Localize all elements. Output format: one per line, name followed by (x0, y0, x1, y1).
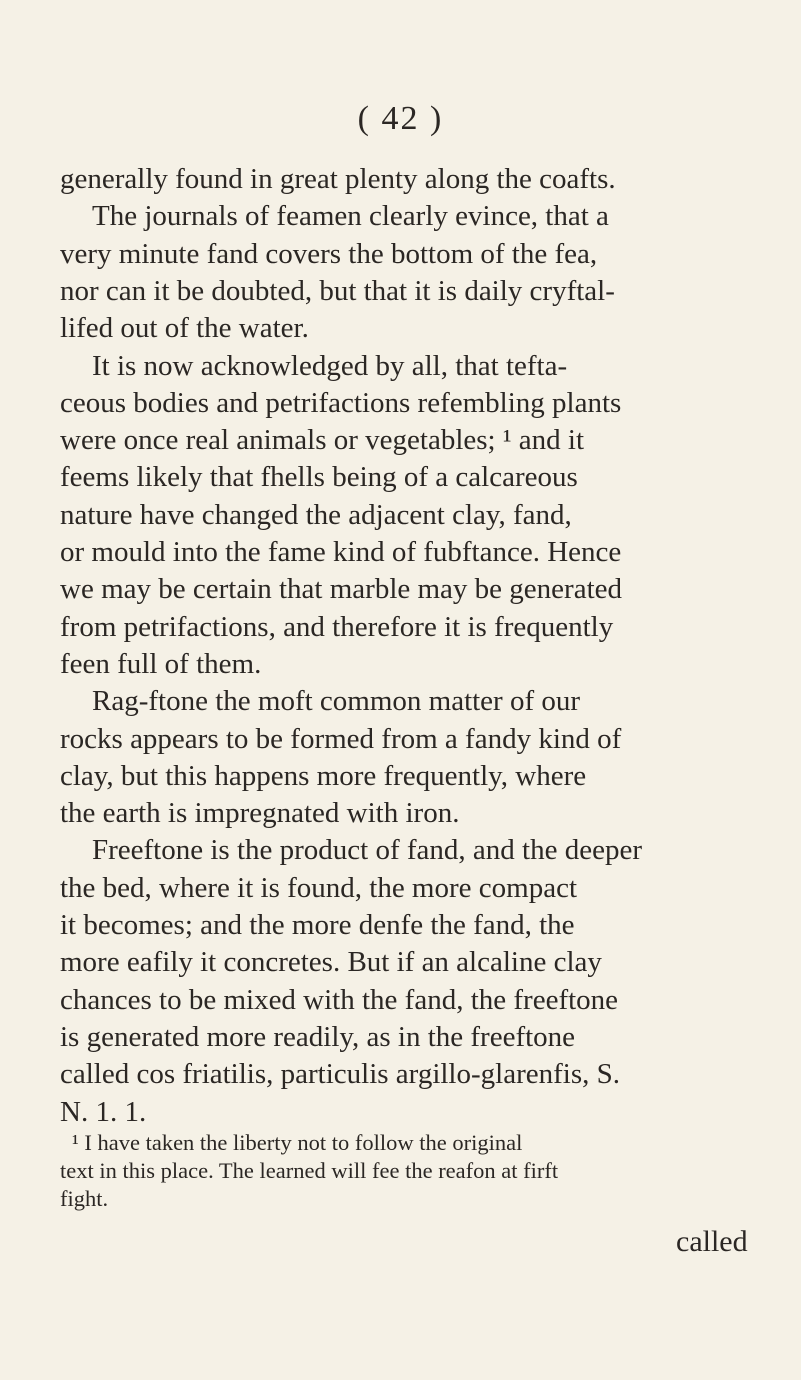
text-line: clay, but this happens more frequently, where (60, 759, 587, 792)
text-line: nature have changed the adjacent clay, fand, (60, 498, 572, 531)
text-line: generally found in great plenty along the coafts. (60, 163, 616, 195)
text-line: the earth is impregnated with iron. (60, 797, 460, 830)
text-line: we may be certain that marble may be generated (60, 573, 623, 606)
text-line: N. 1. 1. (60, 1095, 147, 1128)
text-line: is generated more readily, as in the freeftone (60, 1020, 576, 1053)
text-line: more eafily it concretes. But if an alcaline clay (60, 946, 602, 979)
text-line: called cos friatilis, particulis argillo-glarenfis, S. (60, 1058, 620, 1091)
text-line: chances to be mixed with the fand, the freeftone (60, 983, 619, 1016)
text-line: very minute fand covers the bottom of the fea, (60, 237, 598, 270)
text-line: nor can it be doubted, but that it is daily cryftal- (60, 274, 615, 307)
text-line: feen full of them. (60, 647, 262, 680)
text-line: it becomes; and the more denfe the fand, the (60, 909, 575, 941)
text-line: from petrifactions, and therefore it is frequently (60, 610, 614, 643)
text-line: rocks appears to be formed from a fandy kind of (60, 722, 622, 755)
text-line: feems likely that fhells being of a calcareous (60, 461, 578, 494)
page-number: ( 42 ) (357, 100, 444, 137)
footnote-line: fight. (60, 1186, 109, 1211)
text-line: The journals of feamen clearly evince, that a (92, 200, 609, 233)
footnote-line: text in this place. The learned will fee the reafon at firft (60, 1158, 559, 1183)
text-line: or mould into the fame kind of fubftance. Hence (60, 536, 622, 568)
text-line: the bed, where it is found, the more compact (60, 871, 578, 904)
text-line: lifed out of the water. (60, 312, 309, 345)
footnote-line: ¹ I have taken the liberty not to follow the original (72, 1130, 523, 1155)
text-line: were once real animals or vegetables; ¹ and it (60, 424, 585, 457)
text-line: ceous bodies and petrifactions refembling plants (60, 386, 622, 419)
text-line: It is now acknowledged by all, that tefta- (92, 349, 568, 382)
catchword: called (676, 1225, 748, 1258)
text-line: Freeftone is the product of fand, and the deeper (92, 834, 642, 867)
text-line: Rag-ftone the moft common matter of our (92, 685, 581, 718)
